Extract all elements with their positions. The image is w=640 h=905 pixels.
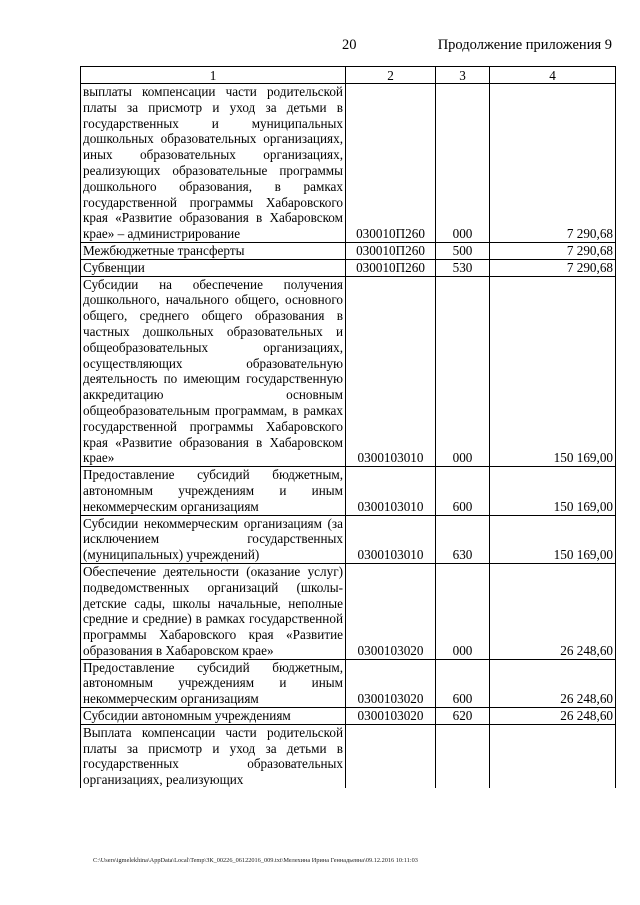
row-target-code: 0300103010: [346, 467, 436, 515]
table-header-row: [81, 67, 616, 84]
table-row: [81, 84, 616, 243]
row-amount: 26 248,60: [490, 563, 616, 659]
row-amount: 7 290,68: [490, 242, 616, 259]
table-row: [81, 563, 616, 659]
row-target-code: 0300103010: [346, 276, 436, 467]
row-expense-type: 000: [436, 84, 490, 243]
row-target-code: 030010П260: [346, 84, 436, 243]
row-name: Субсидии автономным учреждениям: [81, 708, 346, 725]
row-expense-type: 000: [436, 276, 490, 467]
row-name: Субсидии на обеспечение получения дошкольного, начального общего, основного общего, среднего общего образования в частных дошкольных образовательных и общеобразовательных организациях, осуществляющих образовательную деятельность по имеющим государственную аккредитацию основным общеобразовательным программам, в рамках государственной программы Хабаровского края «Развитие образования в Хабаровском крае»: [81, 276, 346, 467]
row-name: выплаты компенсации части родительской платы за присмотр и уход за детьми в государственных и муниципальных дошкольных образовательных организациях, иных образовательных организациях, реализующих образовательные программы дошкольного образования, в рамках государственной программы Хабаровского края «Развитие образования в Хабаровском крае» – администрирование: [81, 84, 346, 243]
page-number: 20: [342, 37, 357, 53]
row-expense-type: 000: [436, 563, 490, 659]
row-name: Межбюджетные трансферты: [81, 242, 346, 259]
row-target-code: 0300103010: [346, 515, 436, 563]
row-expense-type: 530: [436, 259, 490, 276]
column-header-2: 2: [346, 67, 436, 84]
row-name: Предоставление субсидий бюджетным, автономным учреждениям и иным некоммерческим организациям: [81, 467, 346, 515]
page-header: [0, 37, 640, 57]
file-path-footer: C:\Users\igmelekhina\AppData\Local\Temp\ЗК_00226_06122016_009.txt\Мелехина Ирина Геннадьевна\09.12.2016 10:11:03: [93, 857, 418, 864]
row-target-code: [346, 724, 436, 788]
row-expense-type: 630: [436, 515, 490, 563]
table-row: [81, 708, 616, 725]
row-amount: 26 248,60: [490, 659, 616, 707]
row-expense-type: 620: [436, 708, 490, 725]
row-amount: 7 290,68: [490, 84, 616, 243]
row-name: Субсидии некоммерческим организациям (за исключением государственных (муниципальных) учреждений): [81, 515, 346, 563]
row-amount: 150 169,00: [490, 515, 616, 563]
column-header-4: 4: [490, 67, 616, 84]
column-header-3: 3: [436, 67, 490, 84]
row-expense-type: 500: [436, 242, 490, 259]
row-name: Субвенции: [81, 259, 346, 276]
row-amount: 7 290,68: [490, 259, 616, 276]
column-header-1: 1: [81, 67, 346, 84]
row-target-code: 0300103020: [346, 563, 436, 659]
row-target-code: 030010П260: [346, 259, 436, 276]
table-row: [81, 467, 616, 515]
row-expense-type: 600: [436, 659, 490, 707]
row-name: Обеспечение деятельности (оказание услуг) подведомственных организаций (школы-детские сады, школы начальные, неполные средние и средние) в рамках государственной программы Хабаровского края «Развитие образования в Хабаровском крае»: [81, 563, 346, 659]
table-row: [81, 515, 616, 563]
row-expense-type: [436, 724, 490, 788]
row-amount: 150 169,00: [490, 467, 616, 515]
table-row: [81, 724, 616, 788]
row-name: Предоставление субсидий бюджетным, автономным учреждениям и иным некоммерческим организациям: [81, 659, 346, 707]
table-row: [81, 659, 616, 707]
table-row: [81, 242, 616, 259]
row-amount: 150 169,00: [490, 276, 616, 467]
row-target-code: 0300103020: [346, 659, 436, 707]
appendix-continuation: Продолжение приложения 9: [437, 37, 612, 53]
table-row: [81, 259, 616, 276]
row-amount: 26 248,60: [490, 708, 616, 725]
row-name: Выплата компенсации части родительской платы за присмотр и уход за детьми в государственных образовательных организациях, реализующих: [81, 724, 346, 788]
row-expense-type: 600: [436, 467, 490, 515]
budget-table: [80, 66, 616, 788]
row-target-code: 0300103020: [346, 708, 436, 725]
row-amount: [490, 724, 616, 788]
table-row: [81, 276, 616, 467]
row-target-code: 030010П260: [346, 242, 436, 259]
